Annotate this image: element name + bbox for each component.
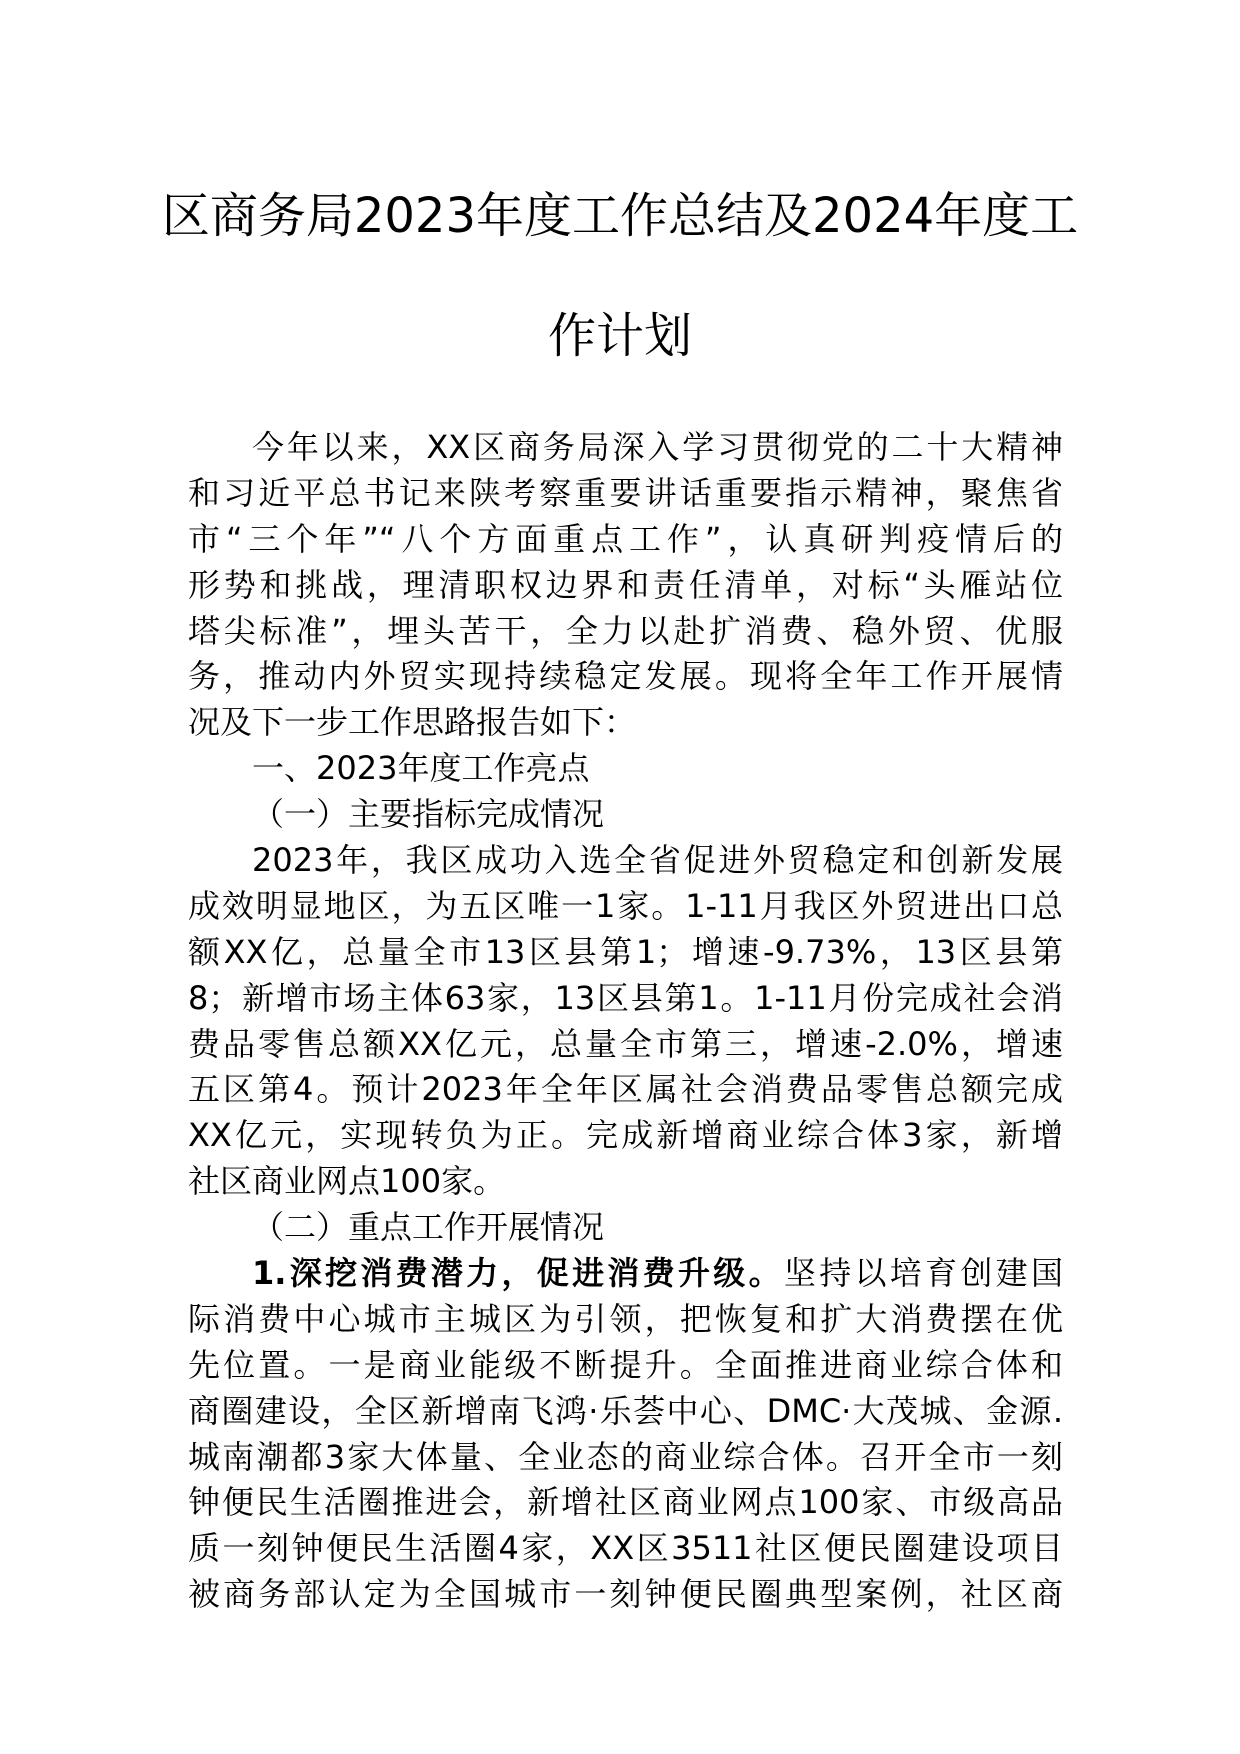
body-line: 务，推动内外贸实现持续稳定发展。现将全年工作开展情 bbox=[188, 657, 1063, 696]
body-line: 形势和挑战，理清职权边界和责任清单，对标“头雁站位 bbox=[188, 565, 1063, 604]
lead-continuation: 坚持以培育创建国 bbox=[783, 1254, 1063, 1293]
body-line: 市“三个年”“八个方面重点工作”，认真研判疫情后的 bbox=[188, 519, 1063, 558]
document-title-line-1: 区商务局2023年度工作总结及2024年度工 bbox=[161, 188, 1079, 244]
body-line: 钟便民生活圈推进会，新增社区商业网点100家、市级高品 bbox=[188, 1483, 1063, 1522]
body-line: 城南潮都3家大体量、全业态的商业综合体。召开全市一刻 bbox=[188, 1437, 1063, 1476]
subsection-heading: （二）重点工作开展情况 bbox=[252, 1208, 605, 1247]
body-line: 先位置。一是商业能级不断提升。全面推进商业综合体和 bbox=[188, 1345, 1063, 1384]
body-line: 塔尖标准”，埋头苦干，全力以赴扩消费、稳外贸、优服 bbox=[188, 611, 1063, 650]
body-line: 成效明显地区，为五区唯一1家。1-11月我区外贸进出口总 bbox=[188, 886, 1063, 925]
body-line: 费品零售总额XX亿元，总量全市第三，增速-2.0%，增速 bbox=[188, 1024, 1063, 1063]
body-line: 际消费中心城市主城区为引领，把恢复和扩大消费摆在优 bbox=[188, 1299, 1063, 1338]
body-line: 额XX亿，总量全市13区县第1；增速-9.73%，13区县第 bbox=[188, 932, 1063, 971]
body-line: 8；新增市场主体63家，13区县第1。1-11月份完成社会消 bbox=[188, 978, 1063, 1017]
body-line: 况及下一步工作思路报告如下： bbox=[188, 703, 637, 742]
body-line: XX亿元，实现转负为正。完成新增商业综合体3家，新增 bbox=[188, 1116, 1063, 1155]
subsection-heading: （一）主要指标完成情况 bbox=[252, 795, 605, 834]
body-line: 被商务部认定为全国城市一刻钟便民圈典型案例，社区商 bbox=[188, 1575, 1063, 1614]
document-title-line-2: 作计划 bbox=[547, 308, 692, 364]
body-line: 和习近平总书记来陕考察重要讲话重要指示精神，聚焦省 bbox=[188, 473, 1063, 512]
body-line: 质一刻钟便民生活圈4家，XX区3511社区便民圈建设项目 bbox=[188, 1529, 1063, 1568]
bold-lead: 1.深挖消费潜力，促进消费升级。 bbox=[252, 1254, 784, 1293]
body-line: 社区商业网点100家。 bbox=[188, 1162, 506, 1201]
body-line: 今年以来，XX区商务局深入学习贯彻党的二十大精神 bbox=[252, 428, 1063, 466]
body-line: 五区第4。预计2023年全年区属社会消费品零售总额完成 bbox=[188, 1070, 1063, 1109]
section-heading: 一、2023年度工作亮点 bbox=[252, 749, 590, 788]
body-line-with-bold-lead bbox=[188, 1251, 1063, 1297]
body-line: 2023年，我区成功入选全省促进外贸稳定和创新发展 bbox=[252, 841, 1063, 880]
body-line: 商圈建设，全区新增南飞鸿·乐荟中心、DMC·大茂城、金源. bbox=[188, 1391, 1063, 1430]
document-body bbox=[188, 425, 1063, 1618]
